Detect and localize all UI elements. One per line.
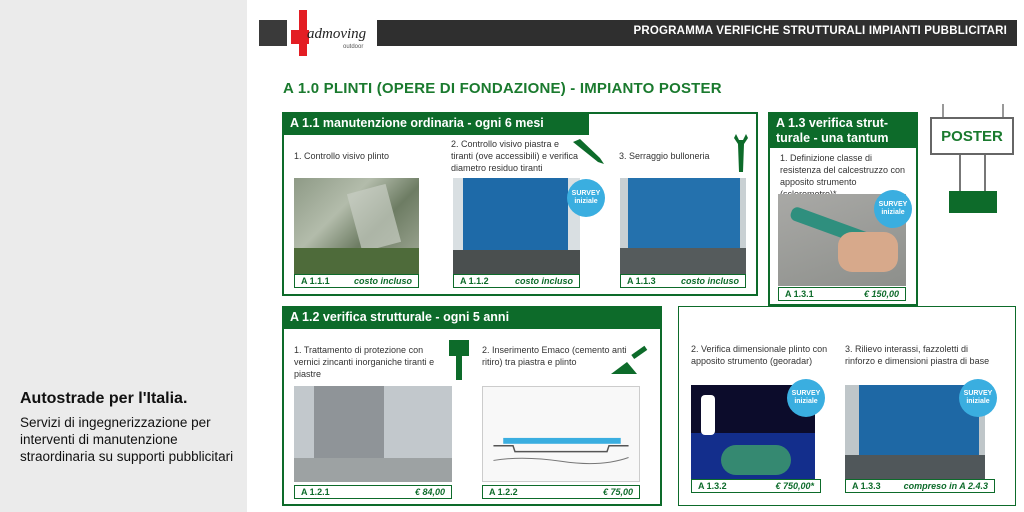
section-a12 [282,306,662,506]
a12-item1-cost: € 84,00 [414,487,445,497]
header-title: PROGRAMMA VERIFICHE STRUTTURALI IMPIANTI PUBBLICITARI [633,25,1007,37]
admoving-logo [287,6,375,58]
a11-item1-label [294,274,419,288]
a12-item1-label [294,485,452,499]
a13-item1-code: A 1.3.1 [785,289,814,299]
caption-title: Autostrade per l'Italia. [20,390,188,407]
a11-item1-code: A 1.1.1 [301,276,330,286]
a13-item1-text: 1. Definizione classe di resistenza del calcestruzzo con apposito strumento [780,153,906,187]
photo-protection-treatment [294,386,452,482]
a11-item1-text: 1. Controllo visivo plinto [294,151,390,161]
survey-line1: SURVEY [963,390,993,397]
a11-item3-text: 3. Serraggio bulloneria [619,151,710,161]
a11-item2-code: A 1.1.2 [460,276,489,286]
diagram-emaco-insertion [482,386,640,482]
section-a13-title [770,114,918,148]
a11-item1-cost: costo incluso [353,276,412,286]
survey-line2: iniziale [574,198,598,205]
page-title: A 1.0 PLINTI (OPERE DI FONDAZIONE) - IMPIANTO POSTER [283,80,722,97]
a11-item2-label [453,274,580,288]
logo-sub: outdoor [343,44,364,50]
survey-line2: iniziale [966,398,990,405]
a12-item1-text: 1. Trattamento di protezione con vernici zincanti inorganiche tiranti e piastre [294,345,435,379]
a12-item2-text: 2. Inserimento Emaco (cemento anti ritiro) tra piastra e plinto [482,345,627,367]
spanner-icon [733,134,749,174]
poster-base [949,191,997,213]
trowel-icon [609,344,653,384]
section-a12-title: A 1.2 verifica strutturale - ogni 5 anni [284,308,660,329]
survey-line1: SURVEY [571,190,601,197]
logo-text: admoving [307,26,367,42]
survey-line1: SURVEY [791,390,821,397]
a11-item3-cost: costo incluso [680,276,739,286]
paint-brush-icon [447,338,471,382]
a11-item3-code: A 1.1.3 [627,276,656,286]
section-a11 [282,112,758,296]
photo-bolts [620,178,746,274]
a13-item1-label [778,287,906,301]
a12-item2-code: A 1.2.2 [489,487,518,497]
section-a11-title: A 1.1 manutenzione ordinaria - ogni 6 mesi [284,114,589,135]
a13-item3-label [845,479,995,493]
section-a13-title-line2: turale - una tantum [776,131,889,145]
photo-plinth-concrete [294,178,419,274]
section-a13-lower [678,306,1016,506]
a13-item3-text: 3. Rilievo interassi, fazzoletti di rinforzo e dimensioni piastra di base [845,344,990,366]
a13-item2-code: A 1.3.2 [698,481,727,491]
a11-item3-label [620,274,746,288]
photo-plate-tie-rods [453,178,580,274]
poster-hook-left [942,104,944,118]
survey-badge [959,379,997,417]
poster-leg-right [984,155,986,193]
a13-item3-cost: compreso in A 2.4.3 [903,481,988,491]
a13-item2-label [691,479,821,493]
document-sheet [247,0,1024,512]
survey-line1: SURVEY [878,201,908,208]
poster-sign: POSTER [930,117,1014,155]
section-a13 [768,112,918,306]
survey-badge [567,179,605,217]
a13-item3-code: A 1.3.3 [852,481,881,491]
survey-line2: iniziale [881,209,905,216]
poster-hook-right [1002,104,1004,118]
survey-badge [874,190,912,228]
section-a13-title-line1: A 1.3 verifica strut- [776,116,889,130]
poster-leg-left [959,155,961,193]
header-left-block [259,20,287,46]
a11-item2-cost: costo incluso [514,276,573,286]
caption-text: Servizi di ingegnerizzazione per interventi di manutenzione straordinaria su supporti pubblicitari [20,415,234,464]
wrench-icon [570,136,606,168]
survey-badge [787,379,825,417]
a12-item2-label [482,485,640,499]
a13-item1-cost: € 150,00 [863,289,899,299]
survey-line2: iniziale [794,398,818,405]
a13-item2-text: 2. Verifica dimensionale plinto con apposito strumento (georadar) [691,344,828,366]
a12-item1-code: A 1.2.1 [301,487,330,497]
a13-item2-cost: € 750,00* [775,481,814,491]
caption [20,390,235,465]
a11-item2-text: 2. Controllo visivo piastra e tiranti (ove accessibili) e verifica diametro residuo tiranti [451,139,579,173]
a12-item2-cost: € 75,00 [602,487,633,497]
